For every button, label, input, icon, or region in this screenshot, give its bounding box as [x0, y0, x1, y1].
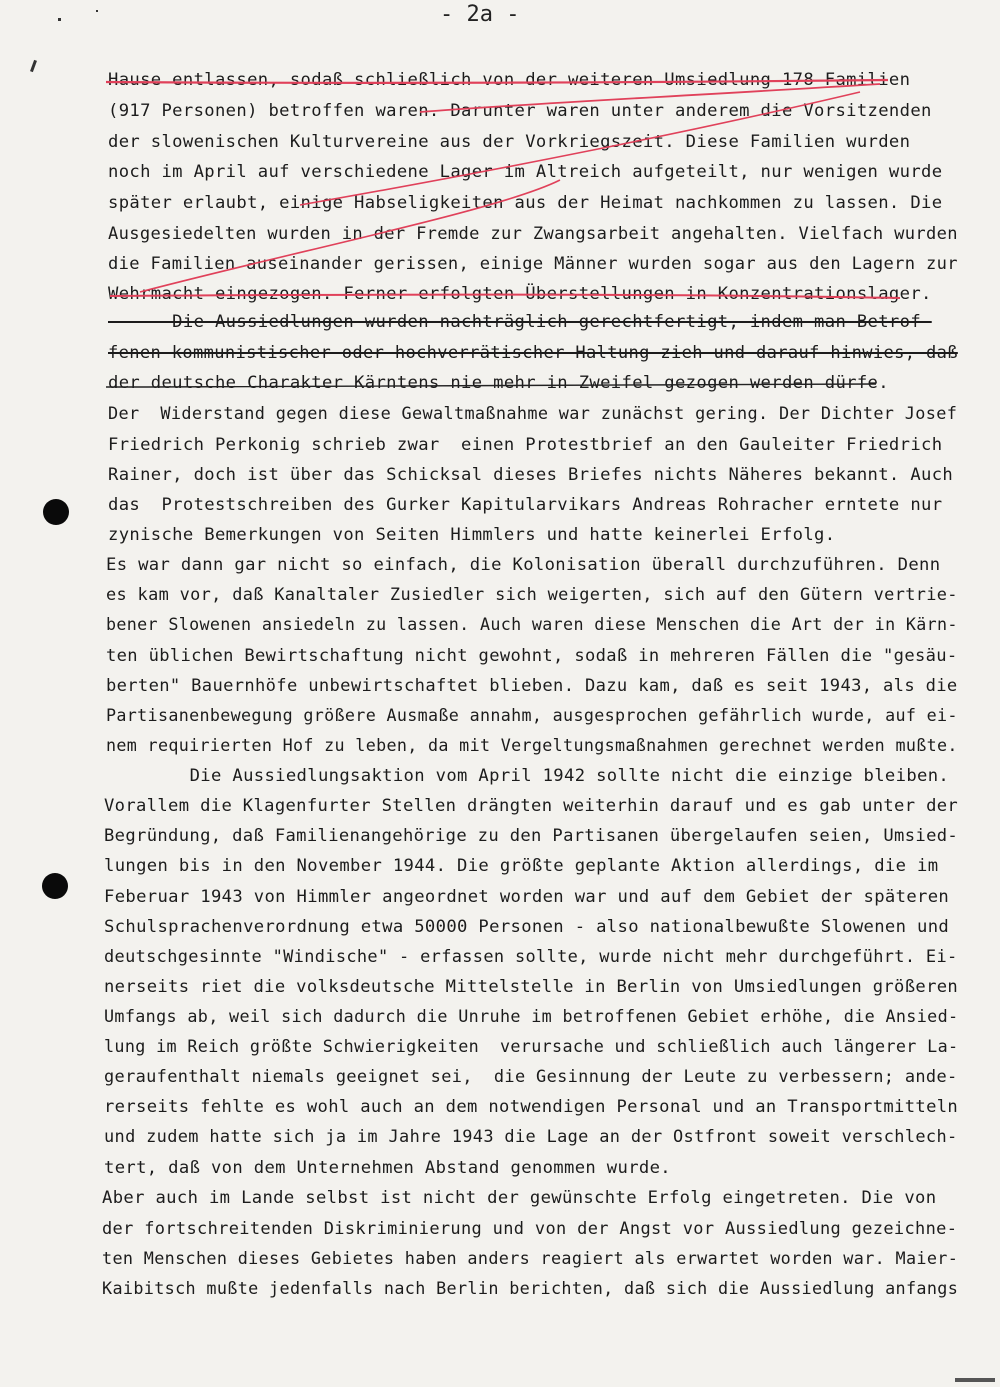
text-line: und zudem hatte sich ja im Jahre 1943 die Lage an der Ostfront soweit verschlech- — [104, 1127, 958, 1147]
text-line: deutschgesinnte "Windische" - erfassen sollte, wurde nicht mehr durchgeführt. Ei- — [104, 947, 958, 967]
text-line: (917 Personen) betroffen waren. Darunter waren unter anderem die Vorsitzenden — [108, 101, 932, 121]
text-line: Partisanenbewegung größere Ausmaße annahm, ausgesprochen gefährlich wurde, auf ei- — [106, 706, 958, 726]
text-line: ten üblichen Bewirtschaftung nicht gewohnt, sodaß in mehreren Fällen die "gesäu- — [106, 646, 958, 666]
red-strike-line — [110, 295, 900, 298]
text-line: rerseits fehlte es wohl auch an dem notwendigen Personal und an Transportmitteln — [104, 1097, 959, 1117]
text-line: berten" Bauernhöfe unbewirtschaftet blieben. Dazu kam, daß es seit 1943, als die — [106, 676, 958, 696]
text-line: der deutsche Charakter Kärntens nie mehr in Zweifel gezogen werden dürfe. — [108, 373, 889, 393]
text-line: später erlaubt, einige Habseligkeiten aus der Heimat nachkommen zu lassen. Die — [108, 193, 943, 213]
text-line: Kaibitsch mußte jedenfalls nach Berlin berichten, daß sich die Aussiedlung anfangs — [102, 1279, 959, 1299]
text-line: das Protestschreiben des Gurker Kapitularvikars Andreas Rohracher erntete nur — [108, 495, 943, 515]
ink-speck — [955, 1378, 995, 1382]
text-line: nerseits riet die volksdeutsche Mittelstelle in Berlin von Umsiedlungen größeren — [104, 977, 959, 997]
text-line: nem requirierten Hof zu leben, da mit Vergeltungsmaßnahmen gerechnet werden mußte. — [106, 736, 958, 756]
text-line: Ausgesiedelten wurden in der Fremde zur Zwangsarbeit angehalten. Vielfach wurden — [108, 224, 958, 244]
text-line: geraufenthalt niemals geeignet sei, die Gesinnung der Leute zu verbessern; ande- — [104, 1067, 958, 1087]
text-line: Rainer, doch ist über das Schicksal dieses Briefes nichts Näheres bekannt. Auch — [108, 465, 954, 485]
text-line: zynische Bemerkungen von Seiten Himmlers und hatte keinerlei Erfolg. — [108, 525, 836, 545]
text-line: Wehrmacht eingezogen. Ferner erfolgten Überstellungen in Konzentrationslager. — [108, 284, 932, 304]
text-line: Friedrich Perkonig schrieb zwar einen Protestbrief an den Gauleiter Friedrich — [108, 435, 943, 455]
text-line: Begründung, daß Familienangehörige zu den Partisanen übergelaufen seien, Umsied- — [104, 826, 959, 846]
text-line: lungen bis in den November 1944. Die größte geplante Aktion allerdings, die im — [104, 856, 939, 876]
text-line: noch im April auf verschiedene Lager im Altreich aufgeteilt, nur wenigen wurde — [108, 162, 943, 182]
text-line: die Familien auseinander gerissen, einige Männer wurden sogar aus den Lagern zur — [108, 254, 958, 274]
text-line: Umfangs ab, weil sich dadurch die Unruhe im betroffenen Gebiet erhöhe, die Ansied- — [104, 1007, 959, 1027]
text-line: Es war dann gar nicht so einfach, die Kolonisation überall durchzuführen. Denn — [106, 555, 941, 575]
text-line: der fortschreitenden Diskriminierung und von der Angst vor Aussiedlung gezeichne- — [102, 1219, 958, 1239]
text-line: bener Slowenen ansiedeln zu lassen. Auch waren diese Menschen die Art der in Kärn- — [106, 615, 958, 635]
text-line: Der Widerstand gegen diese Gewaltmaßnahme war zunächst gering. Der Dichter Josef — [108, 404, 958, 424]
text-line: Feberuar 1943 von Himmler angeordnet worden war und auf dem Gebiet der späteren — [104, 887, 950, 907]
text-line-struck: Die Aussiedlungen wurden nachträglich gerechtfertigt, indem man Betrof- — [108, 312, 932, 332]
black-strike-line — [106, 384, 876, 387]
text-line: ten Menschen dieses Gebietes haben anders reagiert als erwartet worden war. Maier- — [102, 1249, 959, 1269]
text-line: lung im Reich größte Schwierigkeiten verursache und schließlich auch längerer La- — [104, 1037, 959, 1057]
text-line: Die Aussiedlungsaktion vom April 1942 sollte nicht die einzige bleiben. — [104, 766, 950, 786]
text-line: Hause entlassen, sodaß schließlich von der weiteren Umsiedlung 178 Familien — [108, 70, 911, 90]
text-line: Schulsprachenverordnung etwa 50000 Personen - also nationalbewußte Slowenen und — [104, 917, 950, 937]
red-strike-diagonal — [300, 92, 860, 205]
text-line: Vorallem die Klagenfurter Stellen drängten weiterhin darauf und es gab unter der — [104, 796, 959, 816]
page-number: - 2a - — [440, 2, 520, 27]
red-strike-line — [106, 80, 888, 83]
text-line: der slowenischen Kulturvereine aus der Vorkriegszeit. Diese Familien wurden — [108, 132, 911, 152]
red-strike-diagonal — [420, 84, 880, 112]
text-line-struck: fenen kommunistischer oder hochverrätischer Haltung zieh und darauf hinwies, daß — [108, 343, 958, 363]
text-line: Aber auch im Lande selbst ist nicht der gewünschte Erfolg eingetreten. Die von — [102, 1188, 937, 1208]
text-line: es kam vor, daß Kanaltaler Zusiedler sich weigerten, sich auf den Gütern vertrie- — [106, 585, 958, 605]
text-line: tert, daß von dem Unternehmen Abstand genommen wurde. — [104, 1158, 671, 1178]
